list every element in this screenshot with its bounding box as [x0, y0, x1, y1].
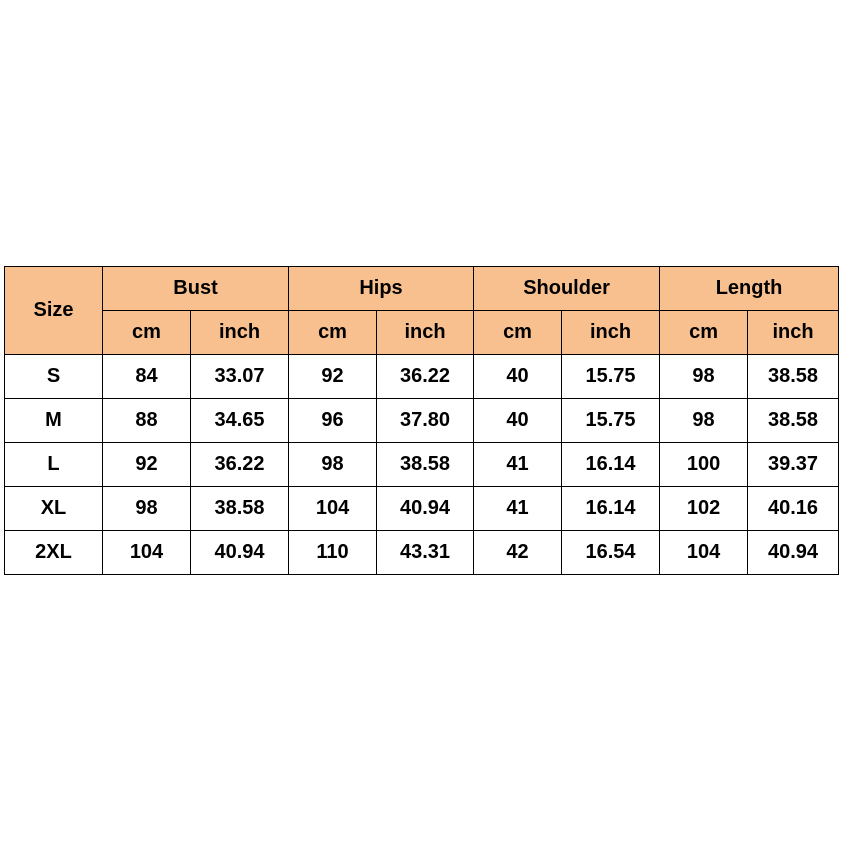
header-row-groups [5, 267, 839, 311]
shoulder-cm-cell: 40 [474, 355, 562, 399]
shoulder-inch-cell: 15.75 [562, 355, 660, 399]
size-chart-table [4, 266, 839, 575]
size-column-header: Size [5, 267, 103, 355]
table-row [5, 443, 839, 487]
size-cell: 2XL [5, 531, 103, 575]
bust-cm-cell: 98 [103, 487, 191, 531]
size-cell: L [5, 443, 103, 487]
hips-cm-cell: 96 [289, 399, 377, 443]
hips-inch-cell: 43.31 [377, 531, 474, 575]
shoulder-inch-cell: 16.14 [562, 487, 660, 531]
table-body [5, 355, 839, 575]
length-cm-cell: 100 [660, 443, 748, 487]
table-row [5, 355, 839, 399]
length-inch-cell: 40.94 [748, 531, 839, 575]
hips-inch-header: inch [377, 311, 474, 355]
shoulder-inch-cell: 16.14 [562, 443, 660, 487]
shoulder-inch-header: inch [562, 311, 660, 355]
bust-inch-cell: 33.07 [191, 355, 289, 399]
hips-inch-cell: 40.94 [377, 487, 474, 531]
size-cell: S [5, 355, 103, 399]
table-row [5, 531, 839, 575]
bust-inch-cell: 36.22 [191, 443, 289, 487]
hips-cm-cell: 104 [289, 487, 377, 531]
shoulder-cm-cell: 41 [474, 487, 562, 531]
bust-cm-cell: 88 [103, 399, 191, 443]
hips-inch-cell: 37.80 [377, 399, 474, 443]
bust-inch-cell: 34.65 [191, 399, 289, 443]
shoulder-inch-cell: 16.54 [562, 531, 660, 575]
bust-group-header: Bust [103, 267, 289, 311]
length-cm-cell: 102 [660, 487, 748, 531]
length-inch-header: inch [748, 311, 839, 355]
header-row-units [5, 311, 839, 355]
hips-cm-cell: 92 [289, 355, 377, 399]
hips-cm-header: cm [289, 311, 377, 355]
shoulder-inch-cell: 15.75 [562, 399, 660, 443]
length-inch-cell: 39.37 [748, 443, 839, 487]
shoulder-cm-cell: 40 [474, 399, 562, 443]
bust-inch-cell: 38.58 [191, 487, 289, 531]
length-inch-cell: 38.58 [748, 355, 839, 399]
table-header [5, 267, 839, 355]
hips-group-header: Hips [289, 267, 474, 311]
length-inch-cell: 40.16 [748, 487, 839, 531]
hips-cm-cell: 110 [289, 531, 377, 575]
bust-cm-cell: 104 [103, 531, 191, 575]
bust-inch-cell: 40.94 [191, 531, 289, 575]
bust-inch-header: inch [191, 311, 289, 355]
hips-cm-cell: 98 [289, 443, 377, 487]
bust-cm-header: cm [103, 311, 191, 355]
length-inch-cell: 38.58 [748, 399, 839, 443]
shoulder-cm-cell: 42 [474, 531, 562, 575]
hips-inch-cell: 38.58 [377, 443, 474, 487]
length-cm-cell: 98 [660, 355, 748, 399]
bust-cm-cell: 84 [103, 355, 191, 399]
length-group-header: Length [660, 267, 839, 311]
table-row [5, 487, 839, 531]
shoulder-group-header: Shoulder [474, 267, 660, 311]
hips-inch-cell: 36.22 [377, 355, 474, 399]
length-cm-header: cm [660, 311, 748, 355]
table-row [5, 399, 839, 443]
size-cell: XL [5, 487, 103, 531]
size-cell: M [5, 399, 103, 443]
bust-cm-cell: 92 [103, 443, 191, 487]
length-cm-cell: 98 [660, 399, 748, 443]
shoulder-cm-header: cm [474, 311, 562, 355]
length-cm-cell: 104 [660, 531, 748, 575]
shoulder-cm-cell: 41 [474, 443, 562, 487]
